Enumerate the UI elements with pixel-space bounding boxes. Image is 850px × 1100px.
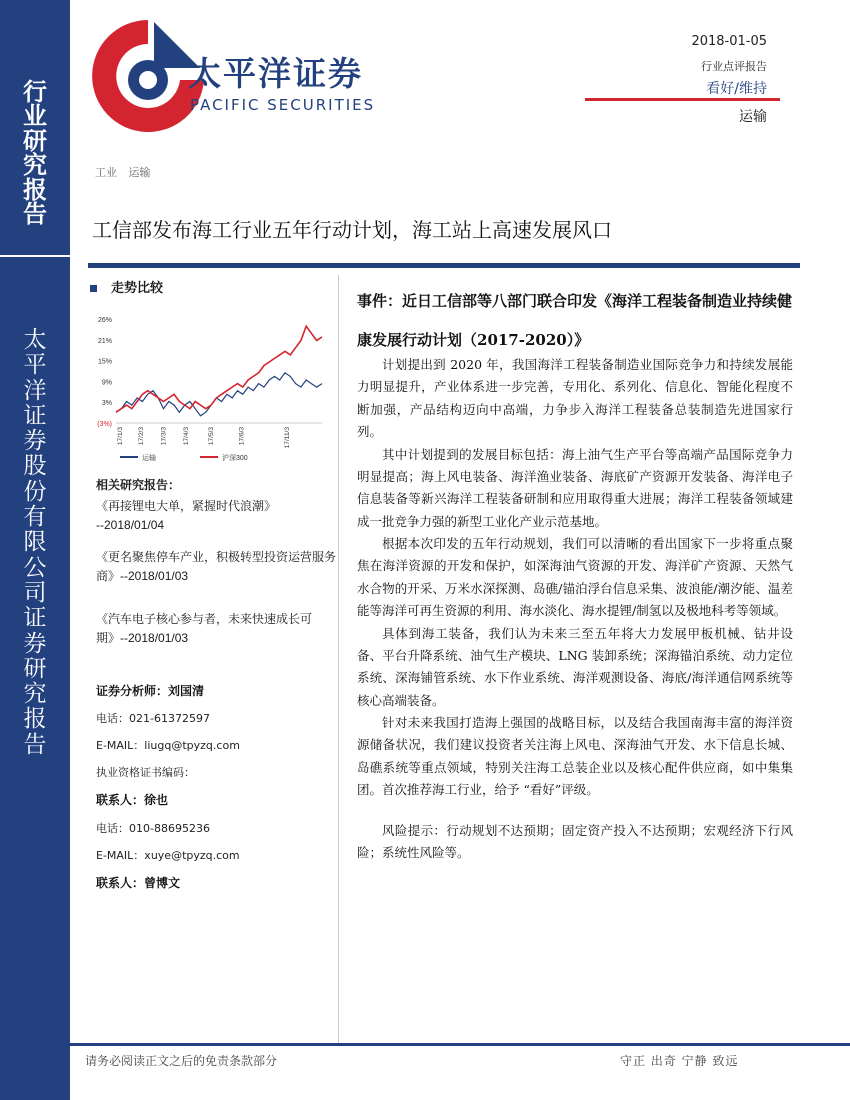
page-title: 工信部发布海工行业五年行动计划，海工站上高速发展风口 (92, 218, 612, 242)
rating-label: 看好/维持 (706, 81, 767, 97)
body-paragraph: 计划提出到 2020 年，我国海洋工程装备制造业国际竞争力和持续发展能力明显提升，产业体系进一步完善，专用化、系列化、信息化、智能化程度不断加强，产品结构迈向中高端，力争步入海洋工程装备总装制造先进国家行列。 (357, 357, 793, 440)
related-report-3[interactable] (96, 610, 336, 648)
breadcrumb-item[interactable]: 运输 (128, 166, 151, 179)
breadcrumb (95, 164, 159, 180)
analyst-phone: 电话：021-61372597 (96, 712, 210, 725)
x-tick-label: 17/5/3 (207, 427, 215, 446)
x-tick-label: 17/6/3 (238, 427, 246, 446)
report-type: 行业点评报告 (701, 60, 767, 73)
y-tick-label: (3%) (97, 421, 112, 428)
breadcrumb-item[interactable]: 工业 (95, 166, 117, 179)
body-paragraph: 其中计划提到的发展目标包括：海上油气生产平台等高端产品国际竞争力明显提高；海上风电装备、海洋渔业装备、海底矿产资源开发装备、海洋电子信息装备等新兴海洋工程装备研制和应用取得重大进展；海洋工程装备领域建成一批竞争力强的新型工业化产业示范基地。 (357, 446, 793, 529)
related-report-title-text: 《汽车电子核心参与者，未来快速成长可期》 (96, 612, 313, 646)
contact1-phone: 电话：010-88695236 (96, 822, 210, 835)
brand-name-en: PACIFIC SECURITIES (190, 96, 376, 114)
contact1-name: 联系人：徐也 (96, 793, 169, 807)
legend-label: 运输 (142, 455, 156, 462)
industry-label: 运输 (739, 109, 767, 125)
related-report-date: --2018/01/03 (120, 569, 189, 584)
brand-name-cn: 太平洋证券 (188, 54, 363, 93)
x-tick-label: 17/11/3 (284, 427, 292, 449)
body-paragraph: 针对未来我国打造海上强国的战略目标，以及结合我国南海丰富的海洋资源储备状况，我们建议投资者关注海上风电、深海油气开发、水下信息长城、岛礁系统等重点领域，特别关注海工总装企业以及核心配件供应商，如中集集团。首次推荐海工行业，给予 “看好”评级。 (357, 715, 793, 798)
body-paragraph: 根据本次印发的五年行动规划，我们可以清晰的看出国家下一步将重点聚焦在海洋资源的开发和保护，如深海油气资源的开发、海洋矿产资源、天然气水合物的开采、万米水深探测、岛礁/锚泊浮台信息采集、波浪能/潮汐能、温差能等海洋可再生资源的利用、海水淡化、海水提锂/制氢以及极地科考等领域。 (357, 536, 793, 619)
square-bullet-icon (90, 285, 97, 292)
y-tick-label: 21% (97, 337, 112, 345)
footer-divider (70, 1043, 850, 1046)
related-report-title: 《再接锂电大单，紧握时代浪潮》 (96, 499, 277, 513)
related-report-title-text: 《更名聚焦停车产业，积极转型投资运营服务商》 (96, 550, 337, 584)
analyst-email[interactable]: E-MAIL：liugq@tpyzq.com (96, 739, 240, 752)
rating-underline (585, 98, 780, 101)
trend-heading-text: 走势比较 (111, 281, 164, 296)
trend-chart (90, 305, 330, 465)
related-report-title (96, 610, 336, 648)
analyst-name: 证券分析师：刘国清 (96, 684, 205, 698)
contact2-name: 联系人：曾博文 (96, 876, 181, 890)
sidebar-bottom-label: 太 平 洋 证 券 股 份 有 限 公 司 证 券 研 究 报 告 (23, 327, 47, 758)
body-paragraph: 具体到海工装备，我们认为未来三至五年将大力发展甲板机械、钻井设备、平台升降系统、油气生产模块、LNG 装卸系统；深海锚泊系统、动力定位系统、深海铺管系统、水下作业系统、海洋观测设备、海底/海洋通信网系统等核心高端装备。 (357, 625, 793, 708)
column-divider (338, 275, 339, 1045)
y-tick-label: 26% (97, 317, 112, 324)
x-tick-label: 17/1/3 (117, 427, 125, 446)
y-tick-label: 9% (101, 379, 112, 387)
related-report-2[interactable] (96, 548, 336, 586)
sidebar-top-label: 行 业 研 究 报 告 (23, 77, 47, 229)
trend-chart-svg (90, 305, 330, 465)
legend-label: 沪深300 (222, 455, 248, 462)
y-tick-label: 3% (101, 400, 112, 408)
related-report-1[interactable] (96, 497, 336, 535)
title-divider (88, 263, 800, 268)
related-report-date: --2018/01/03 (120, 631, 189, 646)
body-text (357, 354, 793, 864)
contact1-email[interactable]: E-MAIL：xuye@tpyzq.com (96, 849, 240, 862)
related-heading: 相关研究报告： (96, 478, 181, 492)
event-title: 事件：近日工信部等八部门联合印发《海洋工程装备制造业持续健康发展行动计划（2017-2020）》 (357, 292, 793, 349)
footer-disclaimer[interactable]: 请务必阅读正文之后的免责条款部分 (85, 1054, 278, 1068)
risk-paragraph: 风险提示：行动规划不达预期；固定资产投入不达预期；宏观经济下行风险；系统性风险等。 (357, 822, 793, 860)
x-tick-label: 17/4/3 (183, 427, 191, 446)
series-line-运输 (116, 373, 322, 416)
trend-heading (90, 277, 163, 296)
footer-motto: 守正 出奇 宁静 致远 (620, 1054, 739, 1068)
related-report-title (96, 548, 336, 586)
cert-label: 执业资格证书编码： (96, 766, 195, 779)
x-tick-label: 17/3/3 (160, 427, 168, 446)
related-report-date: --2018/01/04 (96, 518, 165, 533)
y-tick-label: 15% (97, 358, 112, 366)
report-date: 2018-01-05 (691, 34, 767, 49)
x-tick-label: 17/2/3 (137, 427, 145, 446)
